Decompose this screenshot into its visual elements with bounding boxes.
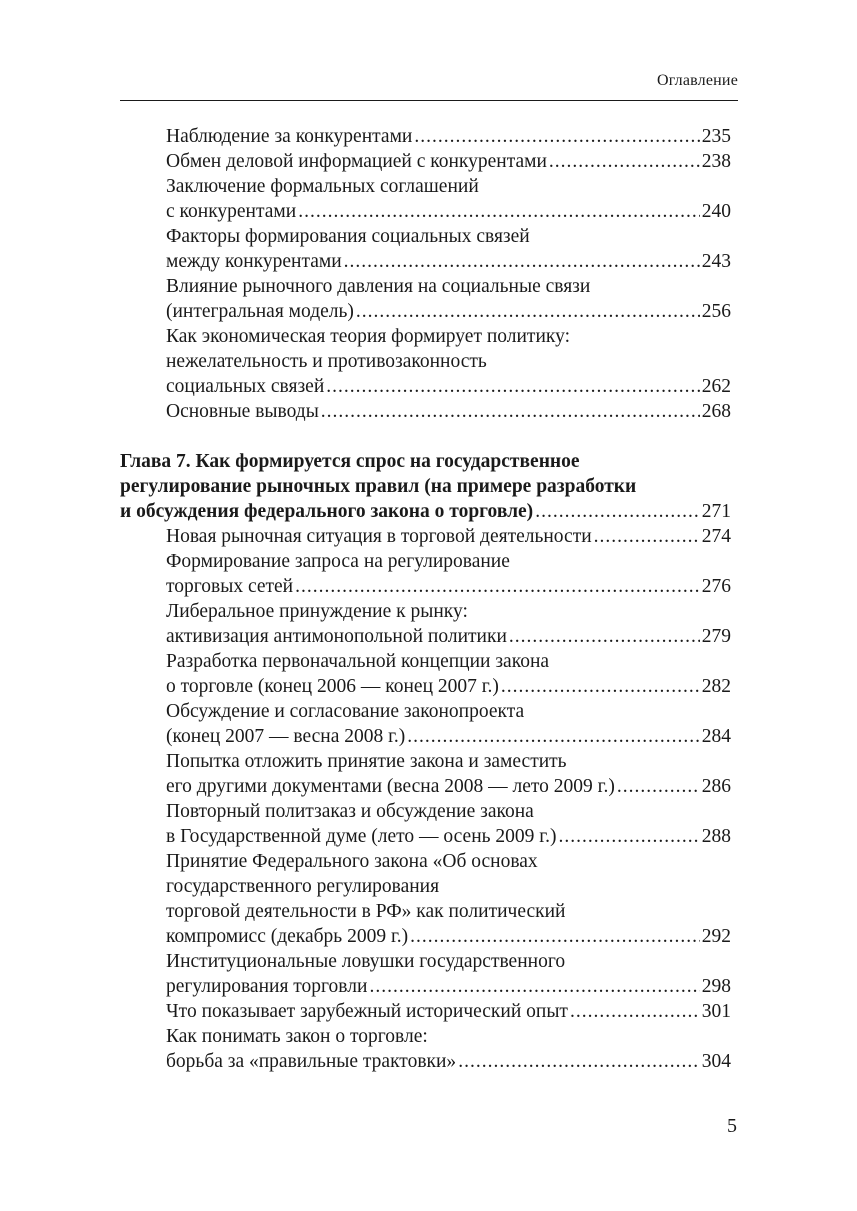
page-number: 5 — [727, 1115, 737, 1137]
dot-leader — [410, 924, 700, 949]
toc-page-number: 284 — [701, 726, 731, 747]
toc-entry-title: Формирование запроса на регулирование — [166, 551, 510, 572]
toc-entry-title: регулирования торговли — [166, 976, 368, 997]
toc-page-number: 286 — [701, 776, 731, 797]
dot-leader — [298, 199, 700, 224]
toc-page-number: 238 — [701, 151, 731, 172]
toc-entry[interactable] — [120, 549, 731, 599]
toc-chapter-title: Глава 7. Как формируется спрос на государственное — [120, 451, 580, 472]
toc-entry-title: Влияние рыночного давления на социальные связи — [166, 276, 591, 297]
dot-leader — [356, 299, 700, 324]
toc-entry-title: Основные выводы — [166, 401, 319, 422]
toc-entry-title: Повторный политзаказ и обсуждение закона — [166, 801, 534, 822]
toc-entry-title: Как понимать закон о торговле: — [166, 1026, 428, 1047]
toc-entry[interactable] — [120, 999, 731, 1024]
dot-leader — [549, 149, 700, 174]
toc-entry-title: активизация антимонопольной политики — [166, 626, 507, 647]
toc-page-number: 271 — [701, 501, 731, 522]
toc-page-number: 256 — [701, 301, 731, 322]
toc-entry-title: Как экономическая теория формирует политику: — [166, 326, 570, 347]
toc-entry[interactable] — [120, 599, 731, 649]
toc-entry-title: Заключение формальных соглашений — [166, 176, 479, 197]
toc-entry-title: Разработка первоначальной концепции закона — [166, 651, 550, 672]
toc-page-number: 262 — [701, 376, 731, 397]
toc-entry[interactable] — [120, 749, 731, 799]
toc-page-number: 235 — [701, 126, 731, 147]
toc-entry-title: с конкурентами — [166, 201, 297, 222]
table-of-contents — [120, 124, 731, 1074]
dot-leader — [458, 1049, 700, 1074]
toc-entry-title: (конец 2007 — весна 2008 г.) — [166, 726, 406, 747]
toc-entry-title: в Государственной думе (лето — осень 2009 г.) — [166, 826, 557, 847]
toc-page-number: 282 — [701, 676, 731, 697]
toc-entry-title: Попытка отложить принятие закона и заместить — [166, 751, 567, 772]
dot-leader — [594, 524, 700, 549]
toc-entry[interactable] — [120, 174, 731, 224]
toc-entry-title: о торговле (конец 2006 — конец 2007 г.) — [166, 676, 499, 697]
toc-page-number: 240 — [701, 201, 731, 222]
toc-entry-title: (интегральная модель) — [166, 301, 354, 322]
toc-page-number: 274 — [701, 526, 731, 547]
toc-page-number: 243 — [701, 251, 731, 272]
toc-entry-title: Наблюдение за конкурентами — [166, 126, 413, 147]
toc-page-number: 292 — [701, 926, 731, 947]
toc-entry-title: Институциональные ловушки государственного — [166, 951, 566, 972]
toc-entry-title: Обсуждение и согласование законопроекта — [166, 701, 525, 722]
toc-entry[interactable] — [120, 949, 731, 999]
toc-chapter-title: и обсуждения федерального закона о торговле) — [120, 501, 534, 522]
toc-page-number: 298 — [701, 976, 731, 997]
toc-entry[interactable] — [120, 324, 731, 399]
toc-entry-title: торговых сетей — [166, 576, 294, 597]
toc-entry-title: нежелательность и противозаконность — [166, 351, 487, 372]
toc-entry-title: Принятие Федерального закона «Об основах — [166, 851, 538, 872]
toc-chapter-entry[interactable] — [120, 449, 731, 524]
toc-entry-title: его другими документами (весна 2008 — лето 2009 г.) — [166, 776, 615, 797]
toc-entry-title: социальных связей — [166, 376, 325, 397]
dot-leader — [344, 249, 700, 274]
toc-entry[interactable] — [120, 699, 731, 749]
dot-leader — [558, 824, 699, 849]
dot-leader — [295, 574, 700, 599]
dot-leader — [501, 674, 700, 699]
dot-leader — [617, 774, 700, 799]
dot-leader — [369, 974, 699, 999]
toc-entry[interactable] — [120, 799, 731, 849]
toc-entry[interactable] — [120, 1024, 731, 1074]
toc-entry[interactable] — [120, 124, 731, 149]
toc-entry-title: борьба за «правильные трактовки» — [166, 1051, 457, 1072]
toc-entry-title: компромисс (декабрь 2009 г.) — [166, 926, 409, 947]
running-header-title: Оглавление — [656, 72, 738, 89]
dot-leader — [321, 399, 700, 424]
toc-entry-title: государственного регулирования — [166, 876, 440, 897]
dot-leader — [535, 499, 700, 524]
toc-page-number: 276 — [701, 576, 731, 597]
toc-entry[interactable] — [120, 524, 731, 549]
toc-entry[interactable] — [120, 274, 731, 324]
toc-entry[interactable] — [120, 149, 731, 174]
toc-entry-title: Либеральное принуждение к рынку: — [166, 601, 468, 622]
dot-leader — [509, 624, 700, 649]
toc-entry-title: между конкурентами — [166, 251, 342, 272]
toc-entry-title: Что показывает зарубежный исторический опыт — [166, 1001, 568, 1022]
toc-page-number: 268 — [701, 401, 731, 422]
toc-entry[interactable] — [120, 849, 731, 949]
dot-leader — [407, 724, 699, 749]
toc-entry[interactable] — [120, 224, 731, 274]
toc-entry-title: Обмен деловой информацией с конкурентами — [166, 151, 547, 172]
toc-page-number: 304 — [701, 1051, 731, 1072]
dot-leader — [414, 124, 699, 149]
toc-entry[interactable] — [120, 649, 731, 699]
toc-entry-title: торговой деятельности в РФ» как политический — [166, 901, 566, 922]
running-header — [120, 70, 738, 101]
dot-leader — [326, 374, 699, 399]
dot-leader — [570, 999, 700, 1024]
toc-chapter-title: регулирование рыночных правил (на примере разработки — [120, 476, 637, 497]
toc-page-number: 301 — [701, 1001, 731, 1022]
toc-entry[interactable] — [120, 399, 731, 424]
toc-entry-title: Факторы формирования социальных связей — [166, 226, 530, 247]
toc-page-number: 279 — [701, 626, 731, 647]
toc-entry-title: Новая рыночная ситуация в торговой деятельности — [166, 526, 592, 547]
toc-page-number: 288 — [701, 826, 731, 847]
